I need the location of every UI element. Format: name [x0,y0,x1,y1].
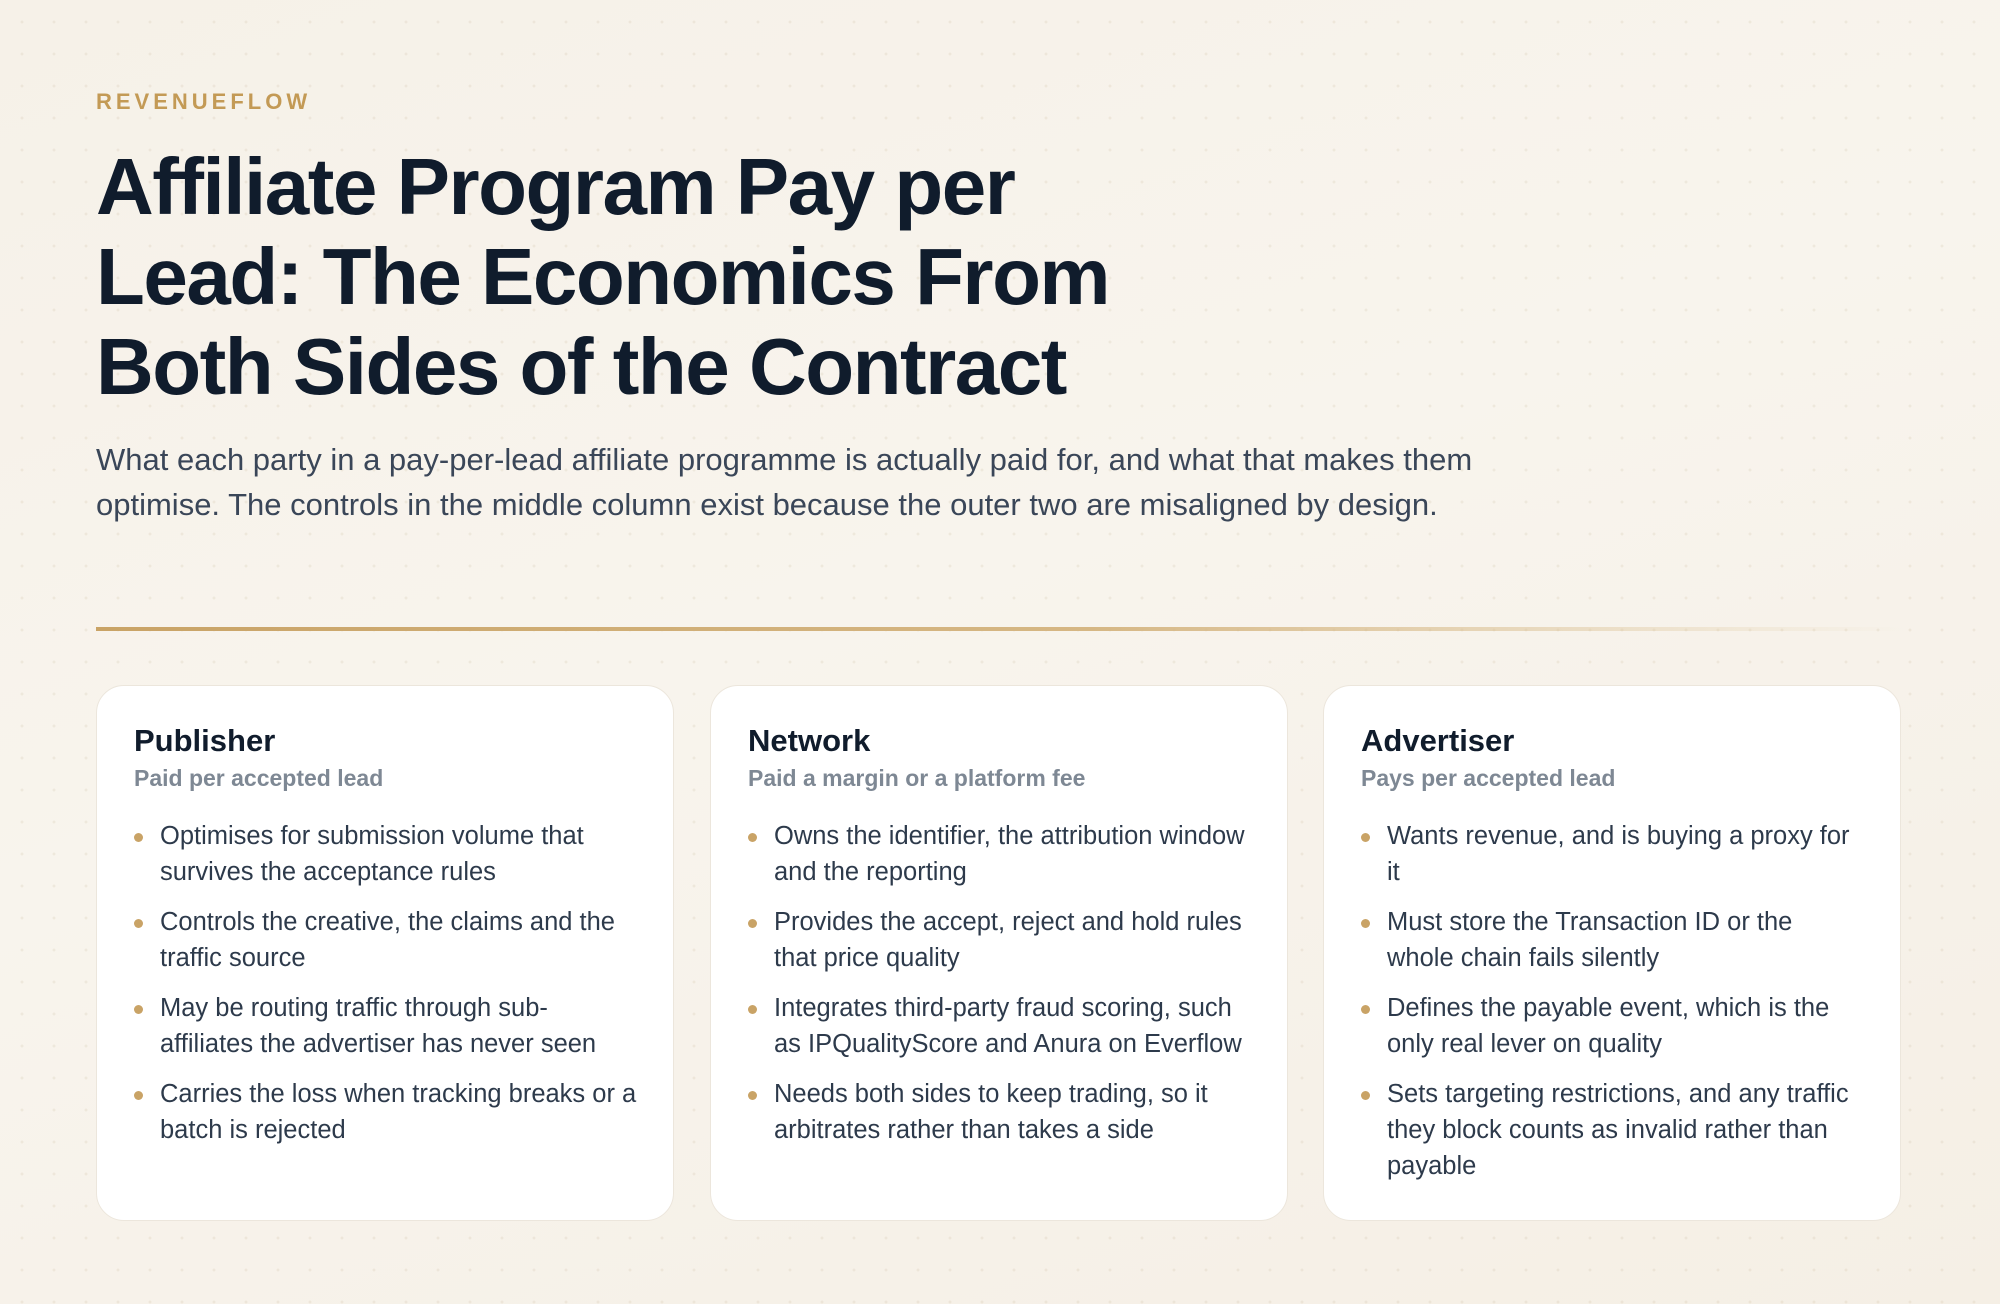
list-item [748,818,1251,890]
bullet-list [134,818,637,1148]
list-item-text: Optimises for submission volume that survives the acceptance rules [160,822,584,886]
list-item-text: Integrates third-party fraud scoring, such as IPQualityScore and Anura on Everflow [774,994,1242,1058]
bullet-dot-icon [748,1091,757,1100]
bullet-dot-icon [134,833,143,842]
list-item [1361,1076,1864,1184]
bullet-dot-icon [1361,1005,1370,1014]
list-item [134,990,637,1062]
list-item-text: Carries the loss when tracking breaks or a batch is rejected [160,1080,637,1144]
list-item [748,1076,1251,1148]
list-item [134,818,637,890]
bullet-dot-icon [134,1091,143,1100]
card-title: Publisher [134,723,276,758]
card-subtitle: Paid a margin or a platform fee [748,765,1086,791]
list-item-text: Defines the payable event, which is the only real lever on quality [1387,994,1830,1058]
card-network [710,685,1288,1221]
list-item [134,1076,637,1148]
card-subtitle: Paid per accepted lead [134,765,384,791]
list-item-text: Provides the accept, reject and hold rules that price quality [774,908,1242,972]
bullet-dot-icon [1361,1091,1370,1100]
page-title: Affiliate Program Pay per Lead: The Economics From Both Sides of the Contract [96,142,1110,411]
intro-paragraph: What each party in a pay-per-lead affiliate programme is actually paid for, and what that makes them optimise. The controls in the middle column exist because the outer two are misaligned by design. [96,442,1473,522]
list-item-text: May be routing traffic through sub-affiliates the advertiser has never seen [160,994,597,1058]
list-item [748,990,1251,1062]
bullet-dot-icon [1361,919,1370,928]
party-cards [96,685,1904,1223]
divider [96,627,1904,631]
card-title: Advertiser [1361,723,1515,758]
card-subtitle: Pays per accepted lead [1361,765,1616,791]
bullet-dot-icon [1361,833,1370,842]
list-item [134,904,637,976]
list-item-text: Controls the creative, the claims and the traffic source [160,908,615,972]
list-item [748,904,1251,976]
bullet-dot-icon [748,833,757,842]
list-item-text: Wants revenue, and is buying a proxy for it [1387,822,1850,886]
bullet-dot-icon [134,1005,143,1014]
card-publisher [96,685,674,1221]
bullet-list [1361,818,1864,1184]
list-item [1361,818,1864,890]
bullet-dot-icon [748,919,757,928]
list-item-text: Sets targeting restrictions, and any traffic they block counts as invalid rather than payable [1387,1080,1849,1180]
card-advertiser [1323,685,1901,1221]
list-item-text: Needs both sides to keep trading, so it arbitrates rather than takes a side [774,1080,1208,1144]
list-item [1361,990,1864,1062]
list-item-text: Owns the identifier, the attribution window and the reporting [774,822,1245,886]
bullet-list [748,818,1251,1148]
bullet-dot-icon [134,919,143,928]
list-item-text: Must store the Transaction ID or the whole chain fails silently [1387,908,1793,972]
bullet-dot-icon [748,1005,757,1014]
card-title: Network [748,723,871,758]
brand-label: REVENUEFLOW [96,89,312,114]
list-item [1361,904,1864,976]
